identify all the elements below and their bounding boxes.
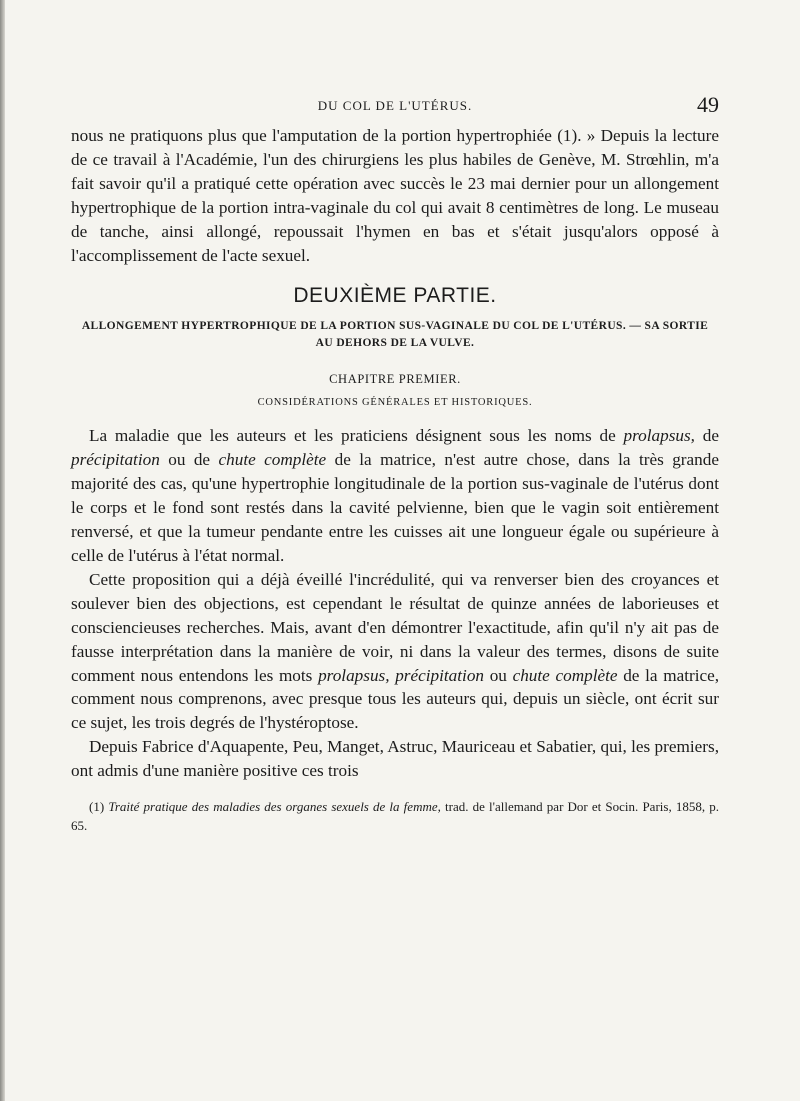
footnote [71,797,719,835]
paragraph-4: Depuis Fabrice d'Aquapente, Peu, Manget, Astruc, Mauriceau et Sabatier, qui, les premiers, ont admis d'une manière positive ces trois [71,737,719,781]
p2-italic-precipitation: précipitation [71,450,160,470]
p3-text-2: ou [484,665,513,685]
p2-text-4: de la matrice, n'est autre chose, dans la très grande majorité des cas, qu'une hypertrophie longitudinale de la portion sus-vaginale de l'utérus dont le corps et le fond sont restés dans la cavité pelvienne, bien que le vagin soit entièrement renversé, et que la tumeur pendante entre les cuisses ait une longueur égale ou supérieure à celle de l'utérus à l'état normal. [71,450,719,565]
book-page [71,92,719,835]
running-head-title: DU COL DE L'UTÉRUS. [317,98,473,113]
p2-text-3: ou de [159,450,219,470]
p2-italic-prolapsus: prolapsus, [623,426,695,446]
chapter-subtitle: CONSIDÉRATIONS GÉNÉRALES ET HISTORIQUES. [257,397,533,409]
p3-text-3: de la matrice, comment nous comprenons, avec presque tous les auteurs qui, depuis un siècle, ont écrit sur ce sujet, les trois degrés de l'hystéroptose. [71,665,720,733]
footnote-marker: (1) [89,799,109,815]
footnote-rest: trad. de l'allemand par Dor et Socin. Paris, 1858, p. 65. [71,799,719,834]
running-head [71,92,719,124]
chapter-title: CHAPITRE PREMIER. [329,372,461,387]
p2-text-1: La maladie que les auteurs et les praticiens désignent sous les noms de [89,426,624,446]
paragraph-2 [71,424,719,567]
p3-italic-terms: prolapsus, précipitation [318,665,485,685]
p3-text-1: Cette proposition qui a déjà éveillé l'incrédulité, qui va renverser bien des croyances et soulever bien des objections, est cependant le résultat de quinze années de laborieuses et consciencieuses recherches. Mais, avant d'en démontrer l'exactitude, afin qu'il n'y ait pas de fausse interprétation dans la manière de voir, ni dans la valeur des termes, disons de suite comment nous entendons les mots [71,569,719,685]
part-title: DEUXIÈME PARTIE. [293,284,497,308]
p3-italic-chute: chute complète [512,665,618,685]
p2-italic-chute: chute complète [218,450,327,470]
paragraph-1: nous ne pratiquons plus que l'amputation de la portion hypertrophiée (1). » Depuis la lecture de ce travail à l'Académie, l'un des chirurgiens les plus habiles de Genève, M. Strœhlin, m'a fait savoir qu'il a pratiqué cette opération avec succès le 23 mai dernier pour un allongement hypertrophique de la portion intra-vaginale du col qui avait 8 centimètres de long. Le museau de tanche, ainsi allongé, repoussait l'hymen en bas et s'était jusqu'alors opposé à l'accomplissement de l'acte sexuel. [71,126,719,265]
page-number: 49 [697,92,719,117]
section-title: ALLONGEMENT HYPERTROPHIQUE DE LA PORTION SUS-VAGINALE DU COL DE L'UTÉRUS. — SA SORTIE AU DEHORS DE LA VULVE. [81,320,709,350]
p2-text-2: de [694,426,719,446]
footnote-title: Traité pratique des maladies des organes sexuels de la femme, [108,799,441,815]
paragraph-3 [71,568,719,735]
page-edge-shadow [0,0,5,1101]
